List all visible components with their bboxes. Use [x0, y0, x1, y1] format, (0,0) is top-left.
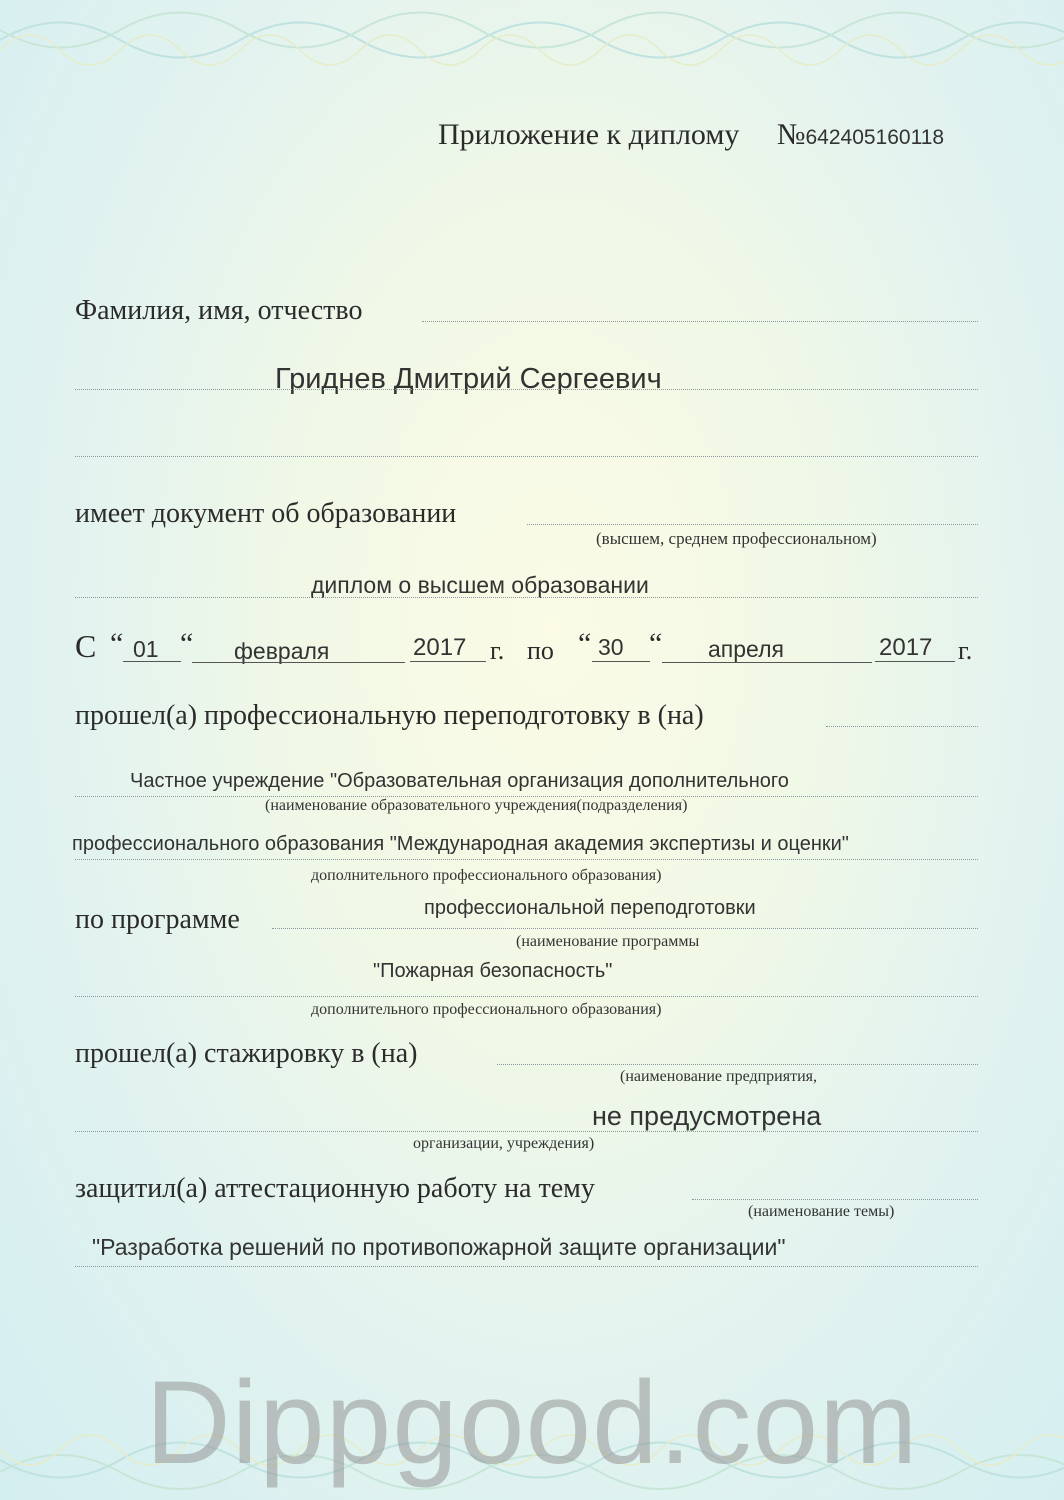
internship-hint2: организации, учреждения) — [413, 1135, 595, 1152]
to-year-line — [875, 661, 955, 662]
fio-label: Фамилия, имя, отчество — [75, 295, 363, 326]
fio-value: Гриднев Дмитрий Сергеевич — [275, 363, 662, 395]
program-line2: "Пожарная безопасность" — [373, 960, 613, 982]
thesis-label: защитил(а) аттестационную работу на тему — [75, 1173, 595, 1204]
program-hint2: дополнительного профессионального образования) — [311, 1001, 662, 1018]
internship-line-2 — [75, 1131, 978, 1132]
program-label: по программе — [75, 904, 240, 935]
number-sign: № — [776, 118, 806, 151]
education-hint: (высшем, среднем профессиональном) — [596, 529, 877, 548]
thesis-value: "Разработка решений по противопожарной защите организации" — [92, 1234, 786, 1260]
from-year-line — [410, 661, 486, 662]
open-quote: “ — [110, 627, 124, 660]
from-day-line — [123, 661, 181, 662]
education-line-1 — [527, 524, 978, 525]
period-from-day: 01 — [133, 636, 159, 662]
program-line-1 — [272, 928, 978, 929]
period-to-year: 2017 — [879, 634, 933, 661]
retraining-hint2: дополнительного профессионального образования) — [311, 867, 662, 884]
guilloche-border-top — [0, 0, 1064, 70]
thesis-line-1 — [692, 1199, 978, 1200]
from-month-line — [192, 662, 405, 663]
retraining-hint1: (наименование образовательного учреждения(подразделения) — [265, 797, 688, 814]
watermark-text: Dippgood.com — [145, 1357, 919, 1489]
period-from-month: февраля — [234, 638, 330, 664]
supplement-title — [438, 118, 944, 152]
education-line-2 — [75, 597, 978, 598]
supplement-label: Приложение к диплому — [438, 118, 740, 151]
program-hint1: (наименование программы — [516, 933, 700, 950]
retraining-label: прошел(а) профессиональную переподготовку в (на) — [75, 700, 704, 731]
period-to-day: 30 — [598, 634, 624, 660]
to-month-line — [662, 662, 872, 663]
retraining-line1: Частное учреждение "Образовательная организация дополнительного — [130, 770, 789, 792]
year-suffix-1: г. — [490, 636, 505, 665]
fio-line-2 — [75, 389, 978, 390]
retraining-line-2 — [75, 859, 978, 860]
education-label: имеет документ об образовании — [75, 498, 457, 529]
fio-line-3 — [75, 456, 978, 457]
program-line1: профессиональной переподготовки — [424, 897, 756, 919]
year-suffix-2: г. — [958, 636, 973, 665]
program-line-2 — [75, 996, 978, 997]
retraining-line2: профессионального образования "Международная академия экспертизы и оценки" — [72, 833, 849, 855]
period-from-year: 2017 — [413, 634, 467, 661]
internship-value: не предусмотрена — [592, 1101, 822, 1131]
internship-line-1 — [497, 1064, 978, 1065]
period-from-prefix: С — [75, 628, 97, 664]
fio-line-1 — [422, 321, 978, 322]
close-quote-2: “ — [649, 627, 663, 660]
period-to-prefix: по — [527, 636, 554, 665]
education-value: диплом о высшем образовании — [311, 572, 649, 598]
diploma-number: 642405160118 — [805, 126, 945, 149]
close-quote: “ — [180, 627, 194, 660]
thesis-line-2 — [75, 1266, 978, 1267]
to-day-line — [592, 661, 650, 662]
period-to-month: апреля — [708, 636, 784, 662]
open-quote-2: “ — [578, 627, 592, 660]
retraining-line-0 — [826, 726, 978, 727]
internship-hint1: (наименование предприятия, — [620, 1068, 818, 1085]
thesis-hint: (наименование темы) — [748, 1203, 895, 1220]
internship-label: прошел(а) стажировку в (на) — [75, 1038, 418, 1069]
